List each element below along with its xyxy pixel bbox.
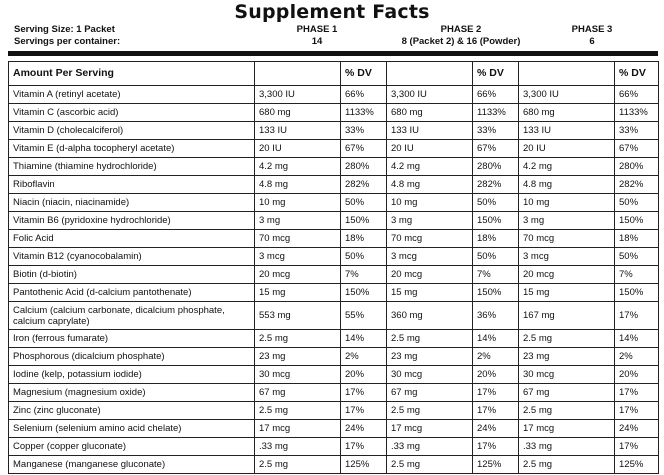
phase-1-dv-header: % DV xyxy=(341,62,387,86)
phase-2-amount: 23 mg xyxy=(387,348,473,366)
table-row xyxy=(9,212,659,230)
phase-3-amount: 3 mcg xyxy=(519,248,615,266)
phase-2-amount: 70 mcg xyxy=(387,230,473,248)
nutrient-name: Riboflavin xyxy=(9,176,255,194)
phase-1-dv: 150% xyxy=(341,212,387,230)
phase-1-amount: 4.2 mg xyxy=(255,158,341,176)
phase-3-amount-header xyxy=(519,62,615,86)
table-row xyxy=(9,284,659,302)
phase-1-amount: 67 mg xyxy=(255,384,341,402)
phase-3-servings: 6 xyxy=(589,36,595,47)
phase-3-amount: 680 mg xyxy=(519,104,615,122)
phase-2-amount: 2.5 mg xyxy=(387,330,473,348)
phase-3-amount: 67 mg xyxy=(519,384,615,402)
nutrient-name: Zinc (zinc gluconate) xyxy=(9,402,255,420)
phase-2-dv: 50% xyxy=(473,194,519,212)
table-row xyxy=(9,104,659,122)
phase-3-amount: 3 mg xyxy=(519,212,615,230)
phase-3-dv: 50% xyxy=(615,194,659,212)
phase-1-dv: 20% xyxy=(341,366,387,384)
nutrient-name: Vitamin A (retinyl acetate) xyxy=(9,86,255,104)
table-body xyxy=(9,86,659,474)
phase-1-dv: 24% xyxy=(341,420,387,438)
phase-2-amount: 3 mcg xyxy=(387,248,473,266)
phase-1-amount: 4.8 mg xyxy=(255,176,341,194)
phase-2-amount: 10 mg xyxy=(387,194,473,212)
phase-3-dv: 17% xyxy=(615,438,659,456)
phase-2-amount: 2.5 mg xyxy=(387,456,473,474)
phase-3-amount: 23 mg xyxy=(519,348,615,366)
nutrient-name: Niacin (niacin, niacinamide) xyxy=(9,194,255,212)
phase-1-dv: 282% xyxy=(341,176,387,194)
phase-2-amount: 17 mcg xyxy=(387,420,473,438)
table-row xyxy=(9,330,659,348)
phase-3-amount: 17 mcg xyxy=(519,420,615,438)
phase-3-dv: 280% xyxy=(615,158,659,176)
phase-3-dv: 282% xyxy=(615,176,659,194)
nutrient-name: Magnesium (magnesium oxide) xyxy=(9,384,255,402)
phase-2-servings: 8 (Packet 2) & 16 (Powder) xyxy=(401,36,521,47)
phase-1-label: PHASE 1 xyxy=(296,24,338,35)
phase-1-amount: 10 mg xyxy=(255,194,341,212)
phase-3-dv: 2% xyxy=(615,348,659,366)
table-row xyxy=(9,266,659,284)
table-row xyxy=(9,122,659,140)
phase-1-amount: 3,300 IU xyxy=(255,86,341,104)
nutrient-name: Folic Acid xyxy=(9,230,255,248)
phase-1-amount: 23 mg xyxy=(255,348,341,366)
phase-3-dv: 20% xyxy=(615,366,659,384)
phase-2-amount: 30 mcg xyxy=(387,366,473,384)
phase-2-amount-header xyxy=(387,62,473,86)
nutrient-name: Iodine (kelp, potassium iodide) xyxy=(9,366,255,384)
nutrient-name: Pantothenic Acid (d-calcium pantothenate) xyxy=(9,284,255,302)
phase-2-dv: 17% xyxy=(473,438,519,456)
phase-1-dv: 125% xyxy=(341,456,387,474)
phase-1-servings: 14 xyxy=(311,36,323,47)
phase-1-amount-header xyxy=(255,62,341,86)
phase-1-dv: 18% xyxy=(341,230,387,248)
phase-2-amount: 2.5 mg xyxy=(387,402,473,420)
phase-3-amount: 20 mcg xyxy=(519,266,615,284)
nutrient-name: Biotin (d-biotin) xyxy=(9,266,255,284)
nutrient-name: Copper (copper gluconate) xyxy=(9,438,255,456)
table-row xyxy=(9,348,659,366)
phase-1-dv: 67% xyxy=(341,140,387,158)
phase-2-dv-header: % DV xyxy=(473,62,519,86)
phase-1-amount: 3 mcg xyxy=(255,248,341,266)
phase-3-amount: 70 mcg xyxy=(519,230,615,248)
nutrient-name: Manganese (manganese gluconate) xyxy=(9,456,255,474)
phase-3-amount: 2.5 mg xyxy=(519,330,615,348)
phase-2-dv: 2% xyxy=(473,348,519,366)
phase-3-dv: 17% xyxy=(615,302,659,330)
phase-1-dv: 150% xyxy=(341,284,387,302)
phase-2-amount: 133 IU xyxy=(387,122,473,140)
phase-2-amount: 4.8 mg xyxy=(387,176,473,194)
nutrient-name: Vitamin B12 (cyanocobalamin) xyxy=(9,248,255,266)
phase-1-dv: 14% xyxy=(341,330,387,348)
phase-3-dv: 150% xyxy=(615,212,659,230)
servings-per-container-row xyxy=(12,36,652,48)
phase-3-dv: 66% xyxy=(615,86,659,104)
phase-3-dv: 125% xyxy=(615,456,659,474)
phase-3-dv: 150% xyxy=(615,284,659,302)
header-divider-bar xyxy=(8,51,658,56)
phase-2-amount: 15 mg xyxy=(387,284,473,302)
phase-2-dv: 150% xyxy=(473,284,519,302)
phase-3-amount: 133 IU xyxy=(519,122,615,140)
phase-1-amount: 30 mcg xyxy=(255,366,341,384)
phase-1-dv: 50% xyxy=(341,194,387,212)
phase-3-amount: 15 mg xyxy=(519,284,615,302)
serving-size-label: Serving Size: 1 Packet xyxy=(14,24,115,35)
table-header-row xyxy=(9,62,659,86)
phase-3-dv: 14% xyxy=(615,330,659,348)
table-row xyxy=(9,158,659,176)
phase-2-amount: .33 mg xyxy=(387,438,473,456)
table-row xyxy=(9,230,659,248)
phase-1-dv: 7% xyxy=(341,266,387,284)
table-row xyxy=(9,384,659,402)
table-row xyxy=(9,438,659,456)
phase-3-amount: 30 mcg xyxy=(519,366,615,384)
phase-1-dv: 1133% xyxy=(341,104,387,122)
phase-2-amount: 680 mg xyxy=(387,104,473,122)
phase-2-dv: 17% xyxy=(473,384,519,402)
phase-1-dv: 17% xyxy=(341,402,387,420)
table-row xyxy=(9,456,659,474)
phase-3-dv: 1133% xyxy=(615,104,659,122)
table-row xyxy=(9,302,659,330)
nutrient-name: Calcium (calcium carbonate, dicalcium phosphate, calcium caprylate) xyxy=(9,302,255,330)
phase-1-dv: 280% xyxy=(341,158,387,176)
phase-1-amount: 553 mg xyxy=(255,302,341,330)
serving-size-row xyxy=(12,24,652,36)
phase-2-dv: 20% xyxy=(473,366,519,384)
phase-3-amount: 4.2 mg xyxy=(519,158,615,176)
phase-2-dv: 24% xyxy=(473,420,519,438)
supplement-facts-table xyxy=(8,61,659,474)
nutrient-name: Iron (ferrous fumarate) xyxy=(9,330,255,348)
phase-2-amount: 3 mg xyxy=(387,212,473,230)
phase-3-dv-header: % DV xyxy=(615,62,659,86)
table-row xyxy=(9,366,659,384)
phase-2-dv: 66% xyxy=(473,86,519,104)
phase-3-dv: 24% xyxy=(615,420,659,438)
phase-2-dv: 7% xyxy=(473,266,519,284)
phase-1-amount: 20 IU xyxy=(255,140,341,158)
table-row xyxy=(9,402,659,420)
phase-3-label: PHASE 3 xyxy=(571,24,613,35)
phase-1-amount: .33 mg xyxy=(255,438,341,456)
table-row xyxy=(9,176,659,194)
nutrient-name: Vitamin D (cholecalciferol) xyxy=(9,122,255,140)
supplement-facts-title: Supplement Facts xyxy=(234,1,430,23)
phase-1-dv: 17% xyxy=(341,384,387,402)
phase-2-dv: 67% xyxy=(473,140,519,158)
phase-3-dv: 17% xyxy=(615,402,659,420)
phase-1-amount: 3 mg xyxy=(255,212,341,230)
phase-3-amount: 3,300 IU xyxy=(519,86,615,104)
phase-2-dv: 36% xyxy=(473,302,519,330)
phase-3-dv: 18% xyxy=(615,230,659,248)
phase-1-dv: 66% xyxy=(341,86,387,104)
phase-1-amount: 15 mg xyxy=(255,284,341,302)
phase-2-dv: 18% xyxy=(473,230,519,248)
phase-2-label: PHASE 2 xyxy=(440,24,482,35)
nutrient-name: Vitamin C (ascorbic acid) xyxy=(9,104,255,122)
phase-3-amount: 2.5 mg xyxy=(519,402,615,420)
phase-2-dv: 280% xyxy=(473,158,519,176)
phase-2-amount: 20 mcg xyxy=(387,266,473,284)
phase-2-dv: 282% xyxy=(473,176,519,194)
amount-per-serving-header: Amount Per Serving xyxy=(9,62,255,86)
phase-3-dv: 7% xyxy=(615,266,659,284)
phase-2-dv: 14% xyxy=(473,330,519,348)
nutrient-name: Vitamin E (d-alpha tocopheryl acetate) xyxy=(9,140,255,158)
servings-per-container-label: Servings per container: xyxy=(14,36,121,47)
phase-1-amount: 17 mcg xyxy=(255,420,341,438)
phase-1-amount: 680 mg xyxy=(255,104,341,122)
phase-1-amount: 70 mcg xyxy=(255,230,341,248)
phase-2-amount: 360 mg xyxy=(387,302,473,330)
nutrient-name: Selenium (selenium amino acid chelate) xyxy=(9,420,255,438)
phase-3-amount: 4.8 mg xyxy=(519,176,615,194)
phase-3-dv: 67% xyxy=(615,140,659,158)
phase-2-amount: 20 IU xyxy=(387,140,473,158)
nutrient-name: Thiamine (thiamine hydrochloride) xyxy=(9,158,255,176)
phase-3-amount: 10 mg xyxy=(519,194,615,212)
phase-1-dv: 55% xyxy=(341,302,387,330)
phase-2-dv: 125% xyxy=(473,456,519,474)
phase-3-amount: 20 IU xyxy=(519,140,615,158)
phase-1-dv: 50% xyxy=(341,248,387,266)
table-row xyxy=(9,86,659,104)
phase-2-dv: 17% xyxy=(473,402,519,420)
phase-2-dv: 33% xyxy=(473,122,519,140)
nutrient-name: Phosphorous (dicalcium phosphate) xyxy=(9,348,255,366)
phase-3-dv: 50% xyxy=(615,248,659,266)
phase-2-amount: 4.2 mg xyxy=(387,158,473,176)
phase-3-amount: 2.5 mg xyxy=(519,456,615,474)
phase-2-amount: 67 mg xyxy=(387,384,473,402)
table-row xyxy=(9,140,659,158)
phase-1-amount: 133 IU xyxy=(255,122,341,140)
table-row xyxy=(9,248,659,266)
nutrient-name: Vitamin B6 (pyridoxine hydrochloride) xyxy=(9,212,255,230)
phase-1-dv: 17% xyxy=(341,438,387,456)
phase-2-amount: 3,300 IU xyxy=(387,86,473,104)
phase-1-amount: 2.5 mg xyxy=(255,330,341,348)
phase-3-amount: 167 mg xyxy=(519,302,615,330)
phase-2-dv: 50% xyxy=(473,248,519,266)
phase-1-dv: 33% xyxy=(341,122,387,140)
phase-2-dv: 1133% xyxy=(473,104,519,122)
table-row xyxy=(9,194,659,212)
phase-1-amount: 2.5 mg xyxy=(255,402,341,420)
phase-1-dv: 2% xyxy=(341,348,387,366)
phase-1-amount: 20 mcg xyxy=(255,266,341,284)
phase-3-dv: 33% xyxy=(615,122,659,140)
table-row xyxy=(9,420,659,438)
phase-1-amount: 2.5 mg xyxy=(255,456,341,474)
phase-3-dv: 17% xyxy=(615,384,659,402)
phase-2-dv: 150% xyxy=(473,212,519,230)
phase-3-amount: .33 mg xyxy=(519,438,615,456)
